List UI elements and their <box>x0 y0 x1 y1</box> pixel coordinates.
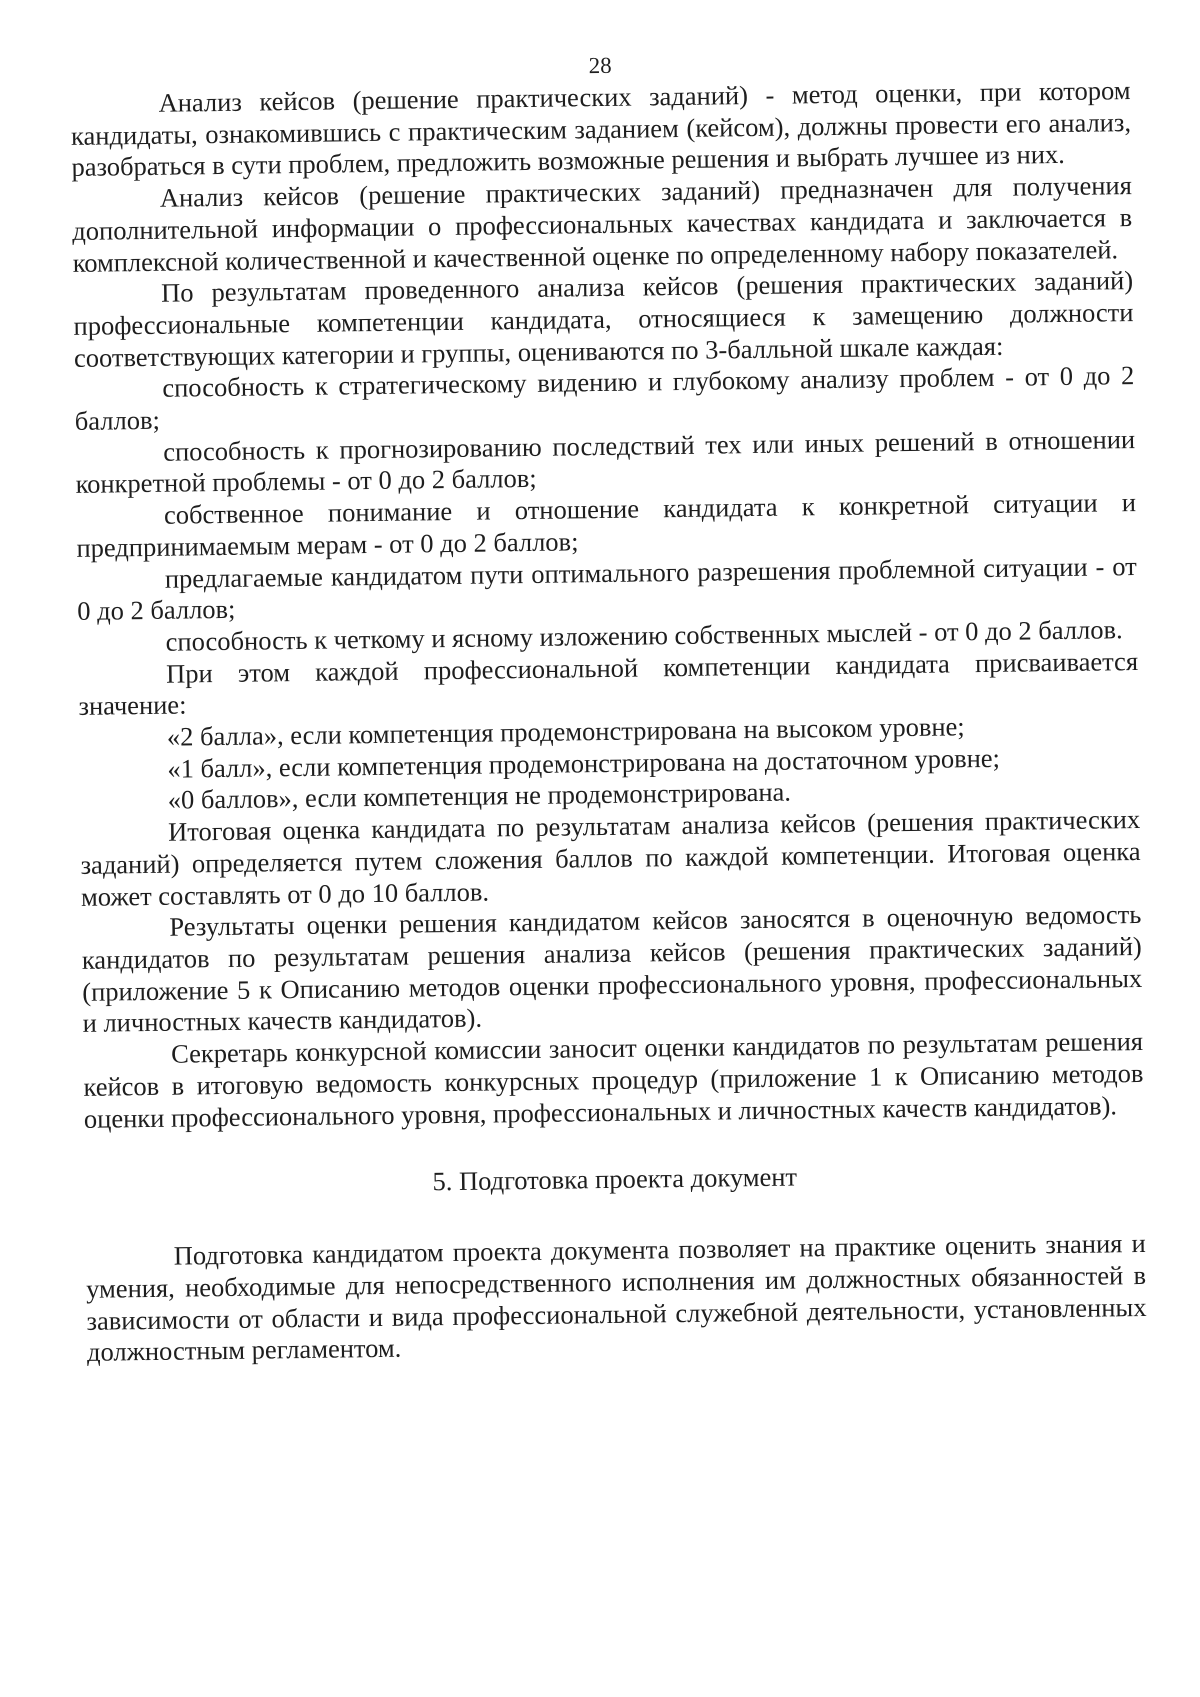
section-heading: 5. Подготовка проекта документ <box>432 1161 798 1197</box>
score-value-2: «2 балла», если компетенция продемонстрирована на высоком уровне; <box>166 711 965 752</box>
competence-item-own-understanding: собственное понимание и отношение кандидата к конкретной ситуации и предпринимаемым мерам - от 0 до 2 баллов; <box>76 487 1137 563</box>
competence-item-strategic-vision: способность к стратегическому видению и глубокому анализу проблем - от 0 до 2 баллов; <box>74 360 1135 436</box>
paragraph-score-assignment: При этом каждой профессиональной компетенции кандидата присваивается значение: <box>78 645 1139 722</box>
score-value-0: «0 баллов», если компетенция не продемонстрирована. <box>167 777 792 816</box>
score-value-1: «1 балл», если компетенция продемонстрирована на достаточном уровне; <box>167 742 1001 784</box>
page-content <box>70 45 1147 1369</box>
paragraph-case-analysis-purpose: Анализ кейсов (решение практических заданий) предназначен для получения дополнительной информации о профессиональных качествах кандидата и заключается в комплексной количественной и качественной оценке по определенному набору показателей. <box>72 170 1133 278</box>
competence-item-forecasting: способность к прогнозированию последствий тех или иных решений в отношении конкретной проблемы - от 0 до 2 баллов; <box>75 423 1136 500</box>
paragraph-case-analysis-definition: Анализ кейсов (решение практических заданий) - метод оценки, при котором кандидаты, ознакомившись с практическим заданием (кейсом), должны провести его анализ, разобраться в сути проблем, предложить возможные решения и выбрать лучшее из них. <box>70 75 1132 183</box>
page-number: 28 <box>588 52 612 79</box>
paragraph-document-preparation: Подготовка кандидатом проекта документа позволяет на практике оценить знания и умения, необходимые для непосредственного исполнения им должностных обязанностей в зависимости от области и вида профессиональной служебной деятельности, установленных должностным регламентом. <box>85 1228 1147 1368</box>
paragraph-secretary: Секретарь конкурсной комиссии заносит оценки кандидатов по результатам решения кейсов в итоговую ведомость конкурсных процедур (приложение 1 к Описанию методов оценки профессионального уровня, профессиональных и личностных качеств кандидатов). <box>83 1026 1144 1134</box>
paragraph-results-recording: Результаты оценки решения кандидатом кейсов заносятся в оценочную ведомость кандидатов по результатам решения анализа кейсов (решения практических заданий) (приложение 5 к Описанию методов оценки профессионального уровня, профессиональных и личностных качеств кандидатов). <box>81 899 1143 1039</box>
competence-item-clear-expression: способность к четкому и ясному изложению собственных мыслей - от 0 до 2 баллов. <box>165 614 1123 657</box>
competence-item-optimal-resolution: предлагаемые кандидатом пути оптимального разрешения проблемной ситуации - от 0 до 2 баллов; <box>77 550 1137 627</box>
paragraph-competence-scale: По результатам проведенного анализа кейсов (решения практических заданий) профессиональные компетенции кандидата, относящиеся к замещению должности соответствующих категории и группы, оцениваются по 3-балльной шкале каждая: <box>73 265 1134 373</box>
paragraph-final-score: Итоговая оценка кандидата по результатам анализа кейсов (решения практических заданий) определяется путем сложения баллов по каждой компетенции. Итоговая оценка может составлять от 0 до 10 баллов. <box>80 804 1141 912</box>
